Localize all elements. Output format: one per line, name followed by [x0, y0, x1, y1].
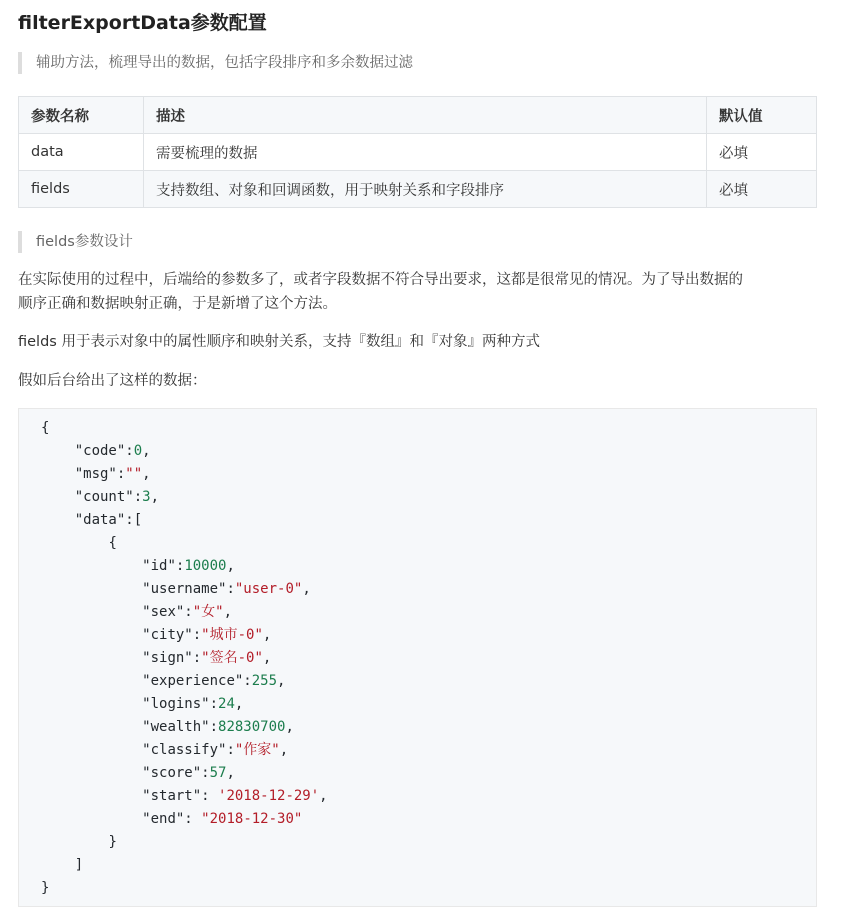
code-line — [41, 670, 328, 693]
code-line — [41, 693, 328, 716]
code-string: "" — [125, 466, 143, 482]
code-token: "classify": — [142, 742, 235, 758]
table-header-name: 参数名称 — [19, 97, 144, 134]
code-line — [41, 440, 328, 463]
paragraph-fields: fields 用于表示对象中的属性顺序和映射关系，支持『数组』和『对象』两种方式 — [18, 334, 540, 350]
code-line — [41, 785, 328, 808]
code-token: , — [279, 742, 289, 758]
code-line — [41, 463, 328, 486]
code-token: "sex": — [142, 604, 193, 620]
paragraph-line: 在实际使用的过程中，后端给的参数多了，或者字段数据不符合导出要求，这都是很常见的情况。为了导出数据的 — [18, 272, 743, 288]
code-block — [18, 408, 817, 907]
code-line — [41, 601, 328, 624]
code-token: , — [277, 673, 286, 689]
table-header-row — [19, 97, 817, 134]
code-token: "id": — [142, 558, 185, 574]
table-header-default: 默认值 — [707, 97, 817, 134]
params-table — [18, 96, 817, 208]
code-token: "city": — [142, 627, 202, 643]
code-token: "start": — [142, 788, 219, 804]
section-quote-text: fields参数设计 — [36, 234, 133, 250]
intro-quote-text: 辅助方法，梳理导出的数据，包括字段排序和多余数据过滤 — [36, 55, 413, 71]
code-string: "user-0" — [234, 581, 303, 597]
code-token: , — [234, 696, 244, 712]
code-line — [41, 739, 328, 762]
code-number: 255 — [251, 673, 278, 689]
paragraph-line: 顺序正确和数据映射正确，于是新增了这个方法。 — [18, 296, 337, 312]
code-line — [41, 762, 328, 785]
code-line — [41, 854, 328, 877]
code-string: "签名-0" — [201, 650, 263, 666]
table-cell: fields — [19, 171, 144, 208]
table-row — [19, 134, 817, 171]
code-line — [41, 509, 328, 532]
code-line — [41, 624, 328, 647]
code-line — [41, 647, 328, 670]
code-token: , — [319, 788, 328, 804]
code-token: "sign": — [142, 650, 202, 666]
code-token: "experience": — [142, 673, 252, 689]
code-line — [41, 486, 328, 509]
code-token: "username": — [142, 581, 235, 597]
code-token: "score": — [142, 765, 210, 781]
code-line — [41, 877, 328, 900]
code-token: } — [108, 834, 117, 850]
code-string: "2018-12-30" — [201, 811, 303, 827]
code-token: , — [142, 443, 151, 459]
code-token: "code": — [74, 443, 134, 459]
code-token: , — [150, 489, 160, 505]
page-title: filterExportData参数配置 — [18, 12, 267, 34]
code-token: , — [262, 650, 272, 666]
code-string: "女" — [192, 604, 224, 620]
code-number: 3 — [142, 489, 151, 505]
code-token: "logins": — [142, 696, 219, 712]
code-token: , — [223, 604, 233, 620]
code-token: , — [226, 558, 235, 574]
section-blockquote — [18, 231, 133, 253]
code-token: "msg": — [74, 466, 126, 482]
code-token: "end": — [142, 811, 202, 827]
code-token: , — [285, 719, 294, 735]
table-cell: 支持数组、对象和回调函数，用于映射关系和字段排序 — [144, 171, 707, 208]
code-string: '2018-12-29' — [218, 788, 320, 804]
code-number: 0 — [133, 443, 143, 459]
code-line — [41, 417, 328, 440]
code-token: "count": — [74, 489, 143, 505]
code-content — [41, 417, 328, 900]
code-number: 24 — [218, 696, 235, 712]
code-token: } — [41, 880, 50, 896]
table-cell: 必填 — [707, 171, 817, 208]
code-number: 82830700 — [218, 719, 286, 735]
code-string: "作家" — [234, 742, 280, 758]
paragraph-example: 假如后台给出了这样的数据： — [18, 373, 207, 389]
code-line — [41, 555, 328, 578]
table-cell: 需要梳理的数据 — [144, 134, 707, 171]
code-token: , — [262, 627, 272, 643]
code-line — [41, 808, 328, 831]
code-token: ] — [74, 857, 84, 873]
code-number: 57 — [209, 765, 227, 781]
intro-blockquote — [18, 52, 413, 74]
table-row — [19, 171, 817, 208]
code-token: , — [302, 581, 311, 597]
table-header-desc: 描述 — [144, 97, 707, 134]
code-line — [41, 532, 328, 555]
code-token: "data":[ — [74, 512, 143, 528]
code-string: "城市-0" — [201, 627, 263, 643]
code-token: { — [41, 420, 50, 436]
code-token: { — [108, 535, 117, 551]
code-token: , — [226, 765, 235, 781]
code-line — [41, 831, 328, 854]
code-token: "wealth": — [142, 719, 219, 735]
table-cell: data — [19, 134, 144, 171]
code-line — [41, 716, 328, 739]
code-number: 10000 — [184, 558, 227, 574]
table-cell: 必填 — [707, 134, 817, 171]
code-token: , — [142, 466, 151, 482]
paragraph-intro — [18, 268, 823, 316]
code-line — [41, 578, 328, 601]
